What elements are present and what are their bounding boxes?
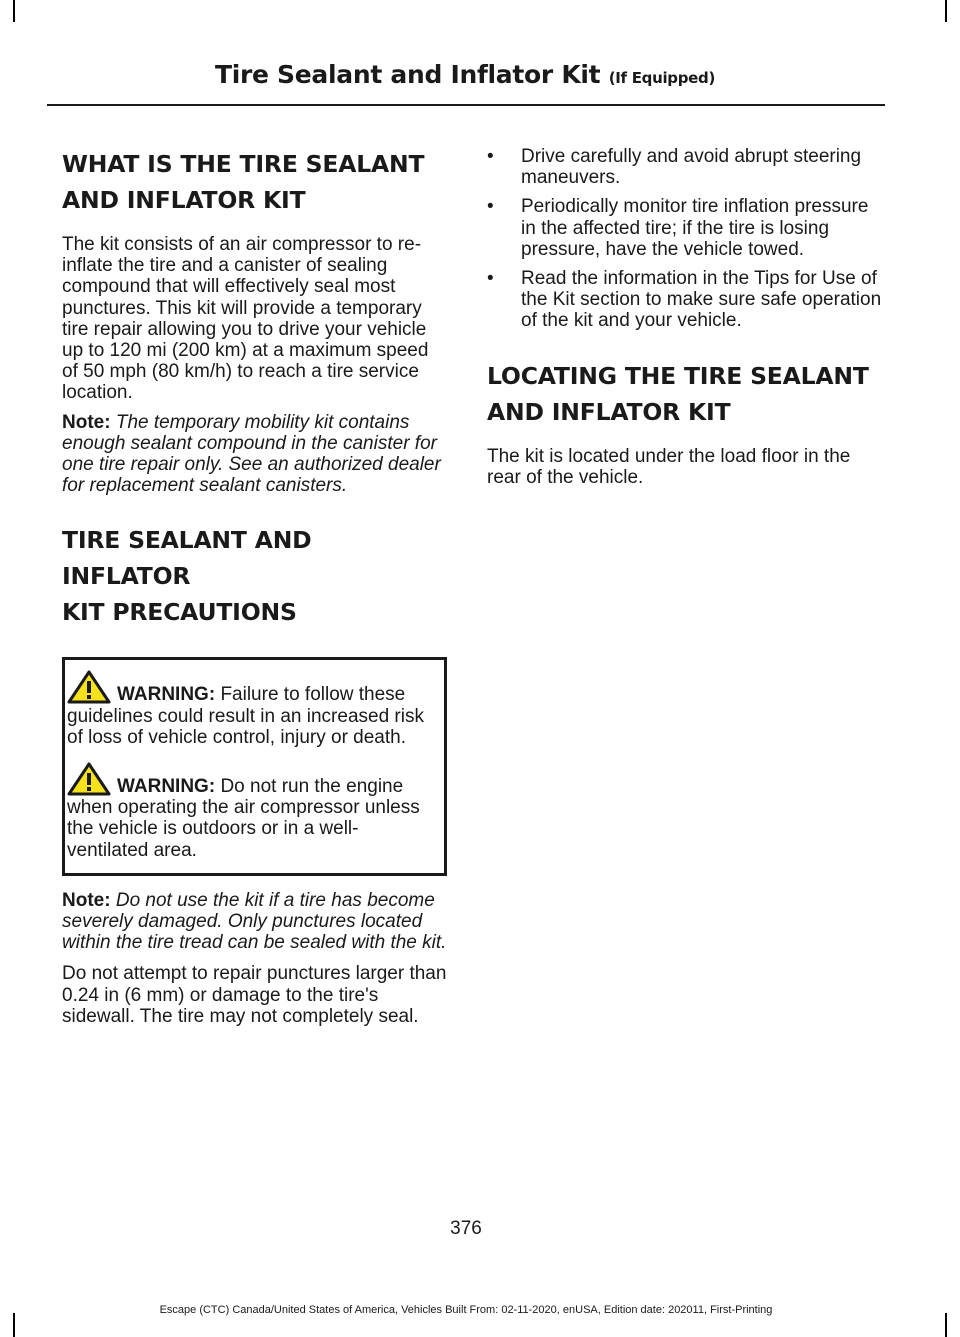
list-item: • Drive carefully and avoid abrupt steering maneuvers. bbox=[487, 146, 862, 189]
bullet-glyph: • bbox=[487, 268, 494, 290]
puncture-size-limit: Do not attempt to repair punctures larger than 0.24 in (6 mm) or damage to the tire's sidewall. The tire may not completely seal. bbox=[62, 963, 447, 1027]
warning-text: Do not run the engine when operating the air compressor unless the vehicle is outdoors or in a well-ventilated area. bbox=[67, 776, 420, 861]
warning-label: WARNING: bbox=[117, 776, 216, 798]
bullet-glyph: • bbox=[487, 196, 494, 218]
crop-mark-bottom-left bbox=[13, 1313, 15, 1337]
precaution-bullet-list bbox=[487, 146, 882, 332]
warning-item bbox=[65, 762, 438, 861]
note-label: Note: bbox=[62, 889, 111, 911]
crop-mark-top-right bbox=[945, 0, 947, 22]
note-text: Do not use the kit if a tire has become severely damaged. Only punctures located within the tire tread can be sealed with the kit. bbox=[62, 889, 447, 954]
footer-edition-info: Escape (CTC) Canada/United States of America, Vehicles Built From: 02-11-2020, enUSA, Edition date: 202011, First-Printing bbox=[159, 1304, 773, 1316]
crop-mark-bottom-right bbox=[945, 1313, 947, 1337]
kit-description: The kit consists of an air compressor to re-inflate the tire and a canister of sealing compound that will effectively seal most punctures. This kit will provide a temporary tire repair allowing you to drive your vehicle up to 120 mi (200 km) at a maximum speed of 50 mph (80 km/h) to reach a tire service location. bbox=[62, 234, 429, 404]
kit-location-text: The kit is located under the load floor in the rear of the vehicle. bbox=[487, 445, 851, 488]
warning-box bbox=[62, 657, 447, 875]
bullet-glyph: • bbox=[487, 146, 494, 167]
header-rule bbox=[47, 104, 885, 106]
warning-label: WARNING: bbox=[117, 684, 216, 706]
warning-item bbox=[65, 670, 438, 748]
note-sealant-capacity bbox=[62, 412, 447, 497]
note-text: The temporary mobility kit contains enough sealant compound in the canister for one tire repair only. See an authorized dealer for replacement sealant canisters. bbox=[62, 411, 441, 497]
right-column bbox=[487, 146, 882, 488]
note-damaged-tire bbox=[62, 890, 447, 954]
section-heading-what-is-kit: WHAT IS THE TIRE SEALANT AND INFLATOR KIT bbox=[62, 150, 425, 214]
list-item: • Read the information in the Tips for Use of the Kit section to make sure safe operation of the kit and your vehicle. bbox=[487, 268, 882, 332]
section-heading-precautions: TIRE SEALANT AND INFLATOR KIT PRECAUTIONS bbox=[62, 526, 312, 627]
crop-mark-top-left bbox=[13, 0, 15, 22]
left-column bbox=[62, 146, 447, 1027]
page-header bbox=[0, 60, 930, 89]
note-label: Note: bbox=[62, 411, 111, 433]
page-number: 376 bbox=[450, 1218, 482, 1239]
page-title-qualifier: (If Equipped) bbox=[608, 69, 716, 87]
warning-text: Failure to follow these guidelines could result in an increased risk of loss of vehicle control, injury or death. bbox=[67, 684, 424, 748]
page-title: Tire Sealant and Inflator Kit bbox=[214, 60, 601, 89]
section-heading-locating-kit: LOCATING THE TIRE SEALANT AND INFLATOR KIT bbox=[487, 361, 869, 426]
list-item: • Periodically monitor tire inflation pressure in the affected tire; if the tire is losing pressure, have the vehicle towed. bbox=[487, 196, 869, 260]
warning-triangle-icon bbox=[67, 762, 111, 796]
warning-triangle-icon bbox=[67, 670, 111, 704]
